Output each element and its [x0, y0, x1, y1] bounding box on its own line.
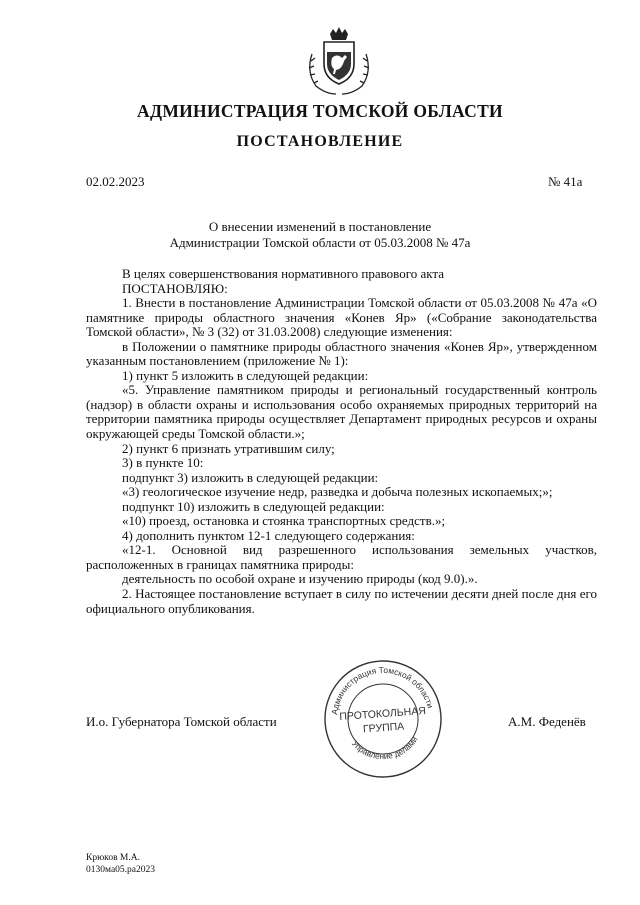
paragraph-item-1: 1. Внести в постановление Администрации Томской области от 05.03.2008 № 47а «О памятнике природы областного значения «Конев Яр» («Собрание законодательства Томской области», № 3 (32) от 31.03.2008) следующие изменения: [86, 295, 597, 340]
document-type-heading: ПОСТАНОВЛЕНИЕ [236, 133, 404, 150]
document-subject [0, 219, 640, 250]
executor-code: 0130ма05.ра2023 [86, 865, 156, 875]
paragraph-subitem-3: 3) в пункте 10: [122, 455, 204, 471]
paragraph-subitem-1: 1) пункт 5 изложить в следующей редакции: [122, 367, 369, 383]
paragraph-activity-code: деятельность по особой охране и изучению природы (код 9.0).». [122, 571, 478, 587]
document-body [86, 267, 597, 616]
paragraph-subpoint-10: подпункт 10) изложить в следующей редакции: [122, 498, 385, 514]
paragraph-subpoint-3-text: «3) геологическое изучение недр, разведка и добыча полезных ископаемых;»; [122, 484, 553, 500]
signatory-title: И.о. Губернатора Томской области [86, 714, 277, 729]
paragraph-regulation: в Положении о памятнике природы областного значения «Конев Яр», утвержденном указанным постановлением (приложение № 1): [86, 338, 597, 369]
executor-info [86, 852, 155, 876]
organization-title: АДМИНИСТРАЦИЯ ТОМСКОЙ ОБЛАСТИ [137, 101, 503, 121]
paragraph-point-5-text: «5. Управление памятником природы и региональный государственный контроль (надзор) в области охраны и использования особо охраняемых природных территорий на территории памятника природы осуществляет Департамент природных ресурсов и охраны окружающей среды Томской области.»; [86, 382, 597, 442]
paragraph-subpoint-10-text: «10) проезд, остановка и стоянка транспортных средств.»; [122, 513, 446, 529]
stamp-center-line-1: ПРОТОКОЛЬНАЯ [339, 705, 427, 724]
paragraph-subitem-4: 4) дополнить пунктом 12-1 следующего содержания: [122, 527, 415, 543]
subject-line-1: О внесении изменений в постановление [208, 219, 432, 234]
paragraph-subitem-2: 2) пункт 6 признать утратившим силу; [122, 440, 335, 456]
signatory-name: А.М. Феденёв [508, 714, 586, 729]
stamp-ring-text: Администрация Томской области [329, 664, 436, 716]
paragraph-subpoint-3: подпункт 3) изложить в следующей редакции: [122, 469, 379, 485]
paragraph-resolve: ПОСТАНОВЛЯЮ: [122, 280, 228, 296]
coat-of-arms-emblem [302, 24, 376, 98]
paragraph-preamble: В целях совершенствования нормативного правового акта [122, 266, 445, 281]
stamp-ring-bottom-text: Управление делами [349, 734, 420, 762]
paragraph-point-12-1-text: «12-1. Основной вид разрешенного использования земельных участков, расположенных в границах памятника природы: [86, 542, 597, 572]
document-date: 02.02.2023 [86, 174, 145, 189]
official-stamp [322, 658, 444, 780]
document-number: № 41а [548, 174, 583, 189]
subject-line-2: Администрации Томской области от 05.03.2008 № 47а [169, 234, 471, 250]
svg-text:Управление делами [349, 734, 421, 764]
executor-name: Крюков М.А. [86, 853, 140, 863]
paragraph-item-2: 2. Настоящее постановление вступает в силу по истечении десяти дней после дня его официального опубликования. [86, 586, 597, 616]
stamp-center-line-2: ГРУППА [362, 720, 405, 736]
